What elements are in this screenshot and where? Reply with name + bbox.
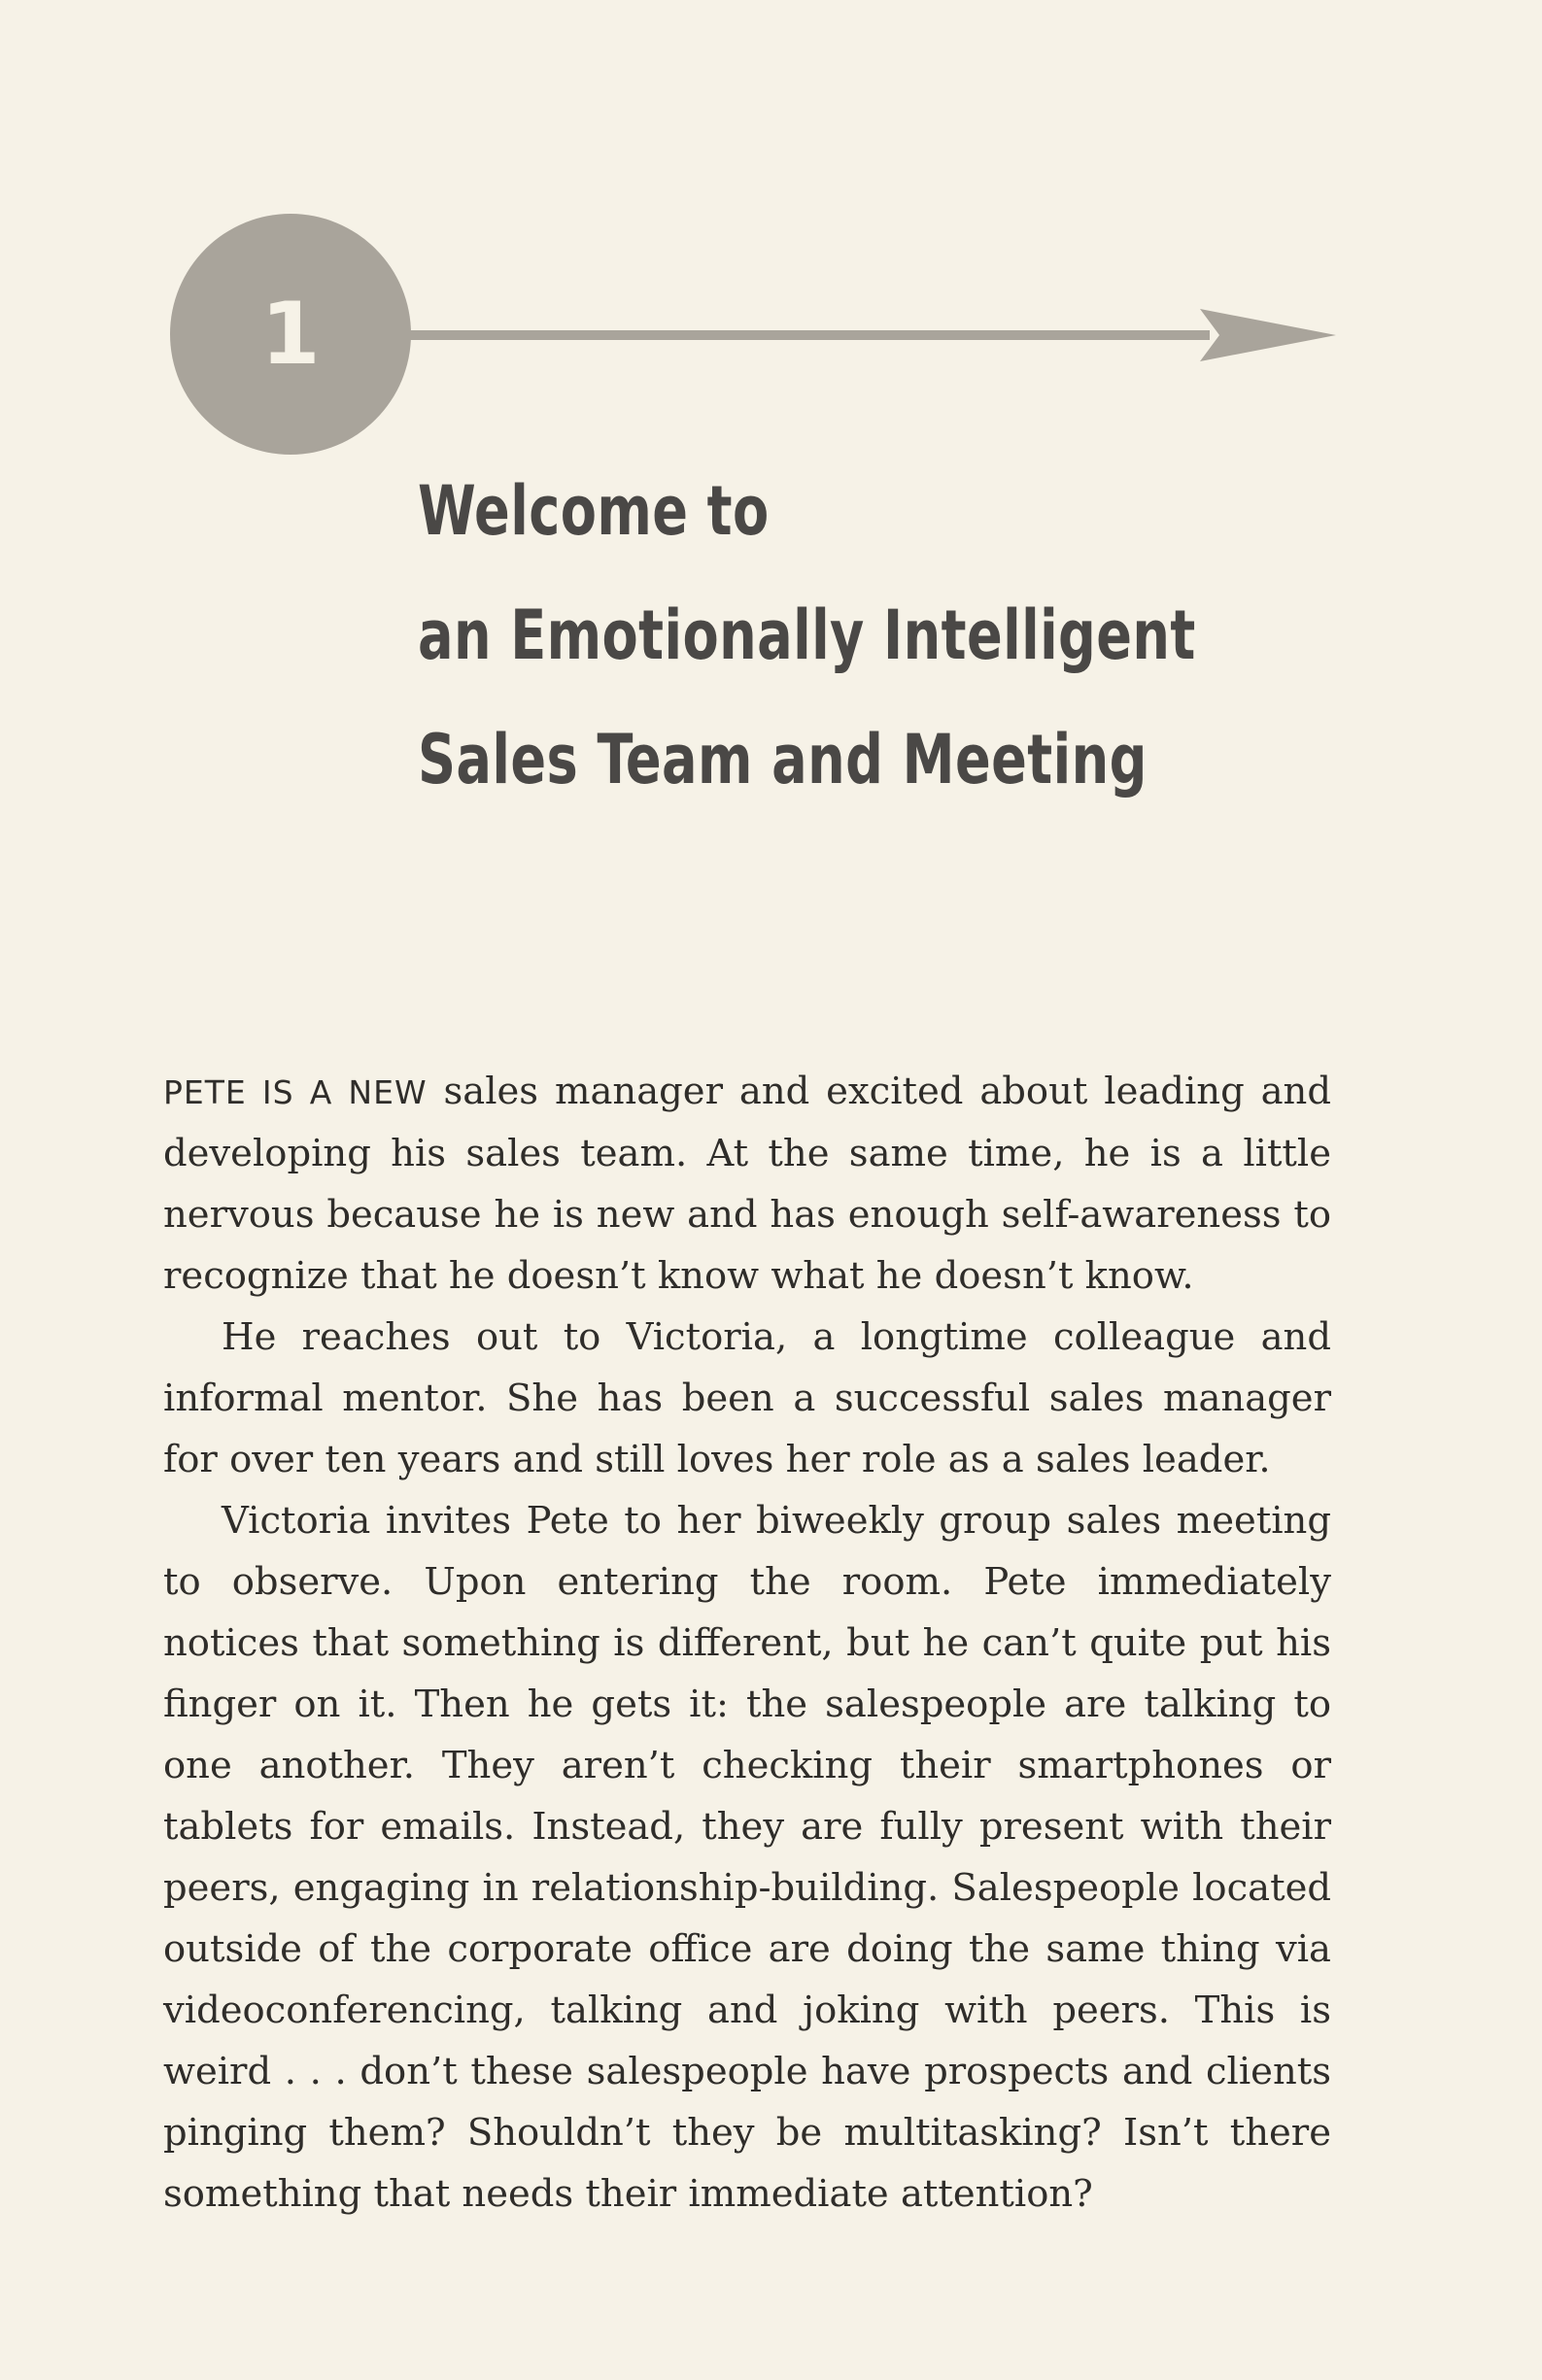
paragraph-1 [163, 1061, 1331, 1307]
chapter-title [418, 449, 1295, 822]
paragraph-2: He reaches out to Victoria, a longtime colleague and informal mentor. She has been a successful sales manager for over ten years and still loves her role as a sales leader. [163, 1315, 1331, 1481]
chapter-title-line: an Emotionally Intelligent [418, 595, 1196, 675]
chapter-marker [170, 214, 1336, 457]
chapter-title-line: Sales Team and Meeting [418, 720, 1148, 799]
paragraph-1-text: sales manager and excited about leading and developing his sales team. At the same time, he is a little nervous because he is new and has enough self-awareness to recognize that he doesn’t know what he doesn’t know. [163, 1070, 1331, 1298]
paragraph-3: Victoria invites Pete to her biweekly group sales meeting to observe. Upon entering the room. Pete immediately notices that something is different, but he can’t quite put his finger on it. Then he gets it: the salespeople are talking to one another. They aren’t checking their smartphones or tablets for emails. Instead, they are fully present with their peers, engaging in relationship-building. Salespeople located outside of the corporate office are doing the same thing via videoconferencing, talking and joking with peers. This is weird . . . don’t these salespeople have prospects and clients pinging them? Shouldn’t they be multitasking? Isn’t there something that needs their immediate attention? [163, 1499, 1331, 2216]
chapter-body [163, 1061, 1331, 2225]
chapter-title-line: Welcome to [418, 471, 770, 551]
chapter-number: 1 [260, 284, 321, 384]
run-in-lead: PETE IS A NEW [163, 1073, 428, 1111]
